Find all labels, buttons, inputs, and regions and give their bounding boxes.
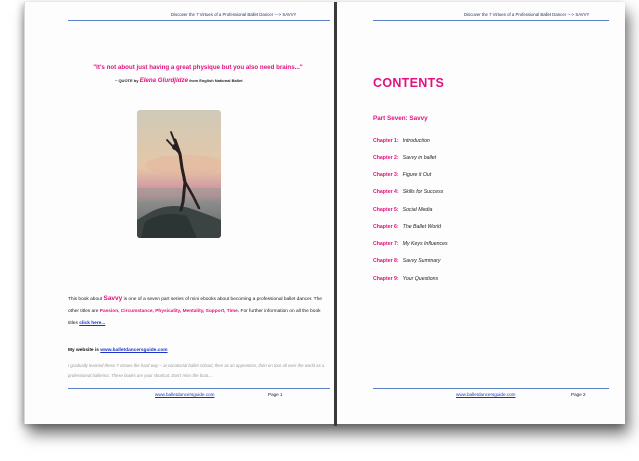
part-title: Part Seven: Savvy (373, 115, 428, 122)
toc-item-2[interactable]: Chapter 2: Savvy in ballet (373, 155, 437, 161)
click-here-link[interactable]: click here... (79, 321, 106, 326)
toc-item-3[interactable]: Chapter 3: Figure it Out (373, 172, 432, 178)
toc-item-4[interactable]: Chapter 4: Skills for Success (373, 189, 444, 195)
intro-titles: Passion, Circumstance, Physicality, Mentality, Support, Time. (99, 309, 240, 314)
virtues-note: I gradually learned these 7 virtues the hard way – at vocational ballet school, then as an apprentice, then on tour all over the world as a professional ballerina. These books are your shortcut. Don't miss the boat.... (68, 363, 325, 378)
left-page-number: Page 1 (268, 392, 283, 397)
toc-item-6[interactable]: Chapter 6: The Ballet World (373, 224, 442, 230)
left-page-header: Discover the 7 Virtues of a Professional Ballet Dancer ---> SAVVY (171, 12, 297, 17)
credit-name: Elena Glurdjidze (139, 77, 189, 84)
contents-title: CONTENTS (373, 76, 445, 90)
page-divider (334, 2, 337, 426)
toc-item-1[interactable]: Chapter 1: Introduction (373, 138, 430, 144)
right-page-header: Discover the 7 Virtues of a Professional Ballet Dancer ---> SAVVY (464, 12, 590, 17)
right-footer-link[interactable]: www.balletdancersguide.com (456, 392, 516, 397)
website-line (68, 348, 168, 353)
toc-item-7[interactable]: Chapter 7: My Keys Influences (373, 241, 448, 247)
dancer-photo-art (137, 110, 221, 238)
right-footer-rule (373, 388, 609, 389)
website-link[interactable]: www.balletdancersguide.com (100, 348, 168, 353)
intro-text-2: is one of a seven part series of mini ebooks about becoming a professional ballet dancer. The other titles are (68, 297, 322, 314)
quote-text: "It's not about just having a great physique but you also need brains..." (93, 64, 303, 71)
toc-item-9[interactable]: Chapter 9: Your Questions (373, 276, 439, 282)
intro-text-1: This book about (68, 297, 103, 302)
left-footer-rule (68, 388, 330, 389)
right-page-number: Page 2 (571, 392, 586, 397)
credit-prefix: ~ QUOTE by (115, 78, 139, 83)
quote-credit (115, 77, 243, 84)
dancer-photo (137, 110, 221, 238)
intro-text-3: For further information on all the book titles (68, 309, 321, 326)
website-label: My website is (68, 348, 99, 353)
right-header-rule (373, 20, 609, 21)
toc-item-8[interactable]: Chapter 8: Savvy Summary (373, 258, 441, 264)
intro-paragraph (68, 293, 328, 330)
toc-item-5[interactable]: Chapter 5: Social Media (373, 207, 433, 213)
credit-suffix: from English National Ballet (189, 78, 243, 83)
left-footer-link[interactable]: www.balletdancersguide.com (155, 392, 215, 397)
intro-savvy: Savvy (103, 295, 123, 302)
left-header-rule (68, 20, 330, 21)
